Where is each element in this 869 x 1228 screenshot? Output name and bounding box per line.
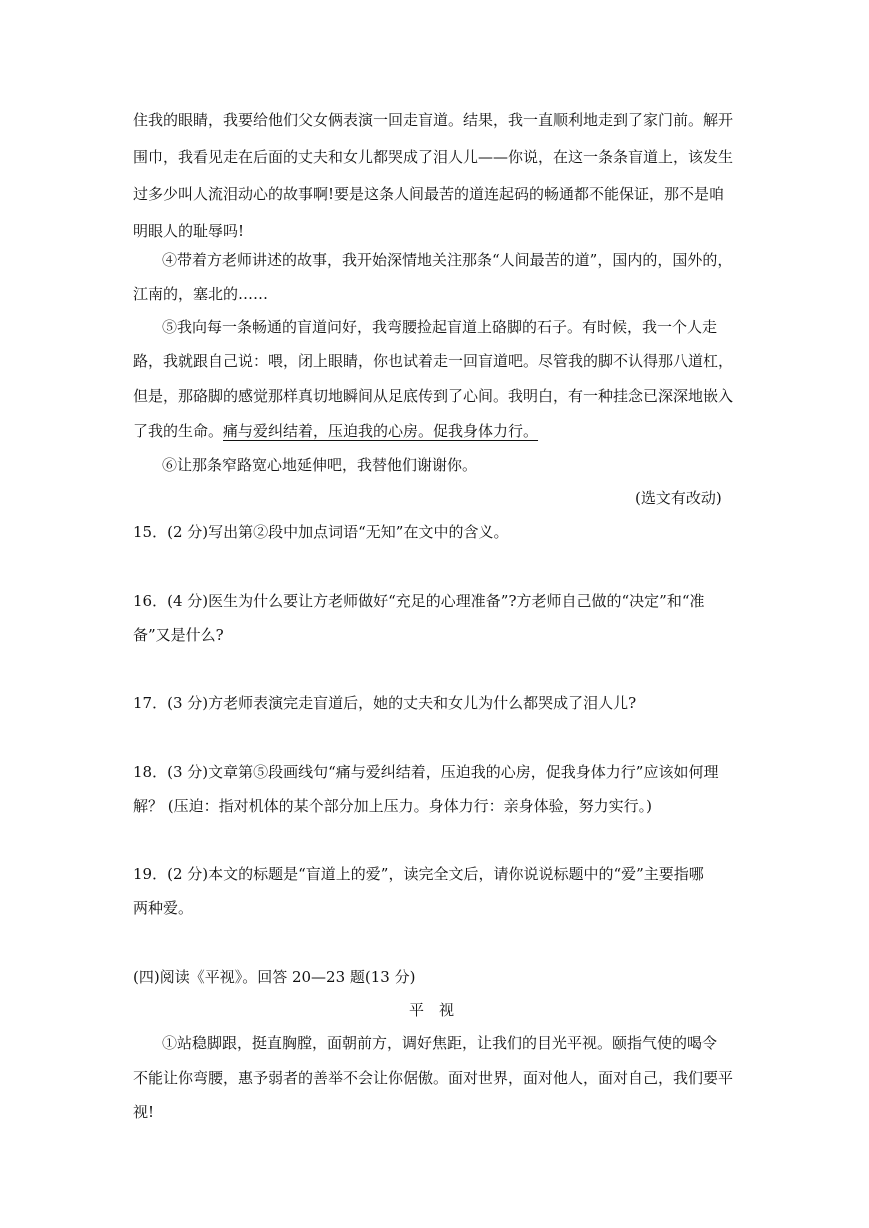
question-15: 15．(2 分)写出第②段中加点词语“无知”在文中的含义。 — [133, 523, 509, 541]
question-17: 17．(3 分)方老师表演完走盲道后，她的丈夫和女儿为什么都哭成了泪人儿? — [133, 694, 637, 712]
question-18-continued: 解？ (压迫：指对机体的某个部分加上压力。身体力行：亲身体验，努力实行。) — [133, 797, 652, 815]
section-heading: (四)阅读《平视》。回答 20—23 题(13 分) — [133, 968, 416, 986]
question-16: 16．(4 分)医生为什么要让方老师做好“充足的心理准备”?方老师自己做的“决定”和“准 — [133, 592, 705, 610]
passage-paragraph-4: ④带着方老师讲述的故事，我开始深情地关注那条“人间最苦的道”，国内的，国外的， — [162, 251, 733, 269]
passage-line: 路，我就跟自己说：喂，闭上眼睛，你也试着走一回盲道吧。尽管我的脚不认得那八道杠， — [133, 352, 734, 370]
article-title: 平 视 — [409, 1001, 455, 1019]
passage-line: 围巾，我看见走在后面的丈夫和女儿都哭成了泪人儿——你说，在这一条条盲道上，该发生 — [133, 148, 734, 166]
question-16-continued: 备”又是什么? — [133, 626, 224, 644]
article-line: 不能让你弯腰，惠予弱者的善举不会让你倨傲。面对世界，面对他人，面对自己，我们要平 — [133, 1069, 734, 1087]
passage-line-start: 了我的生命。 — [133, 422, 224, 440]
question-19-continued: 两种爱。 — [133, 899, 194, 917]
article-paragraph-1: ①站稳脚跟，挺直胸膛，面朝前方，调好焦距，让我们的目光平视。颐指气使的喝令 — [162, 1034, 718, 1052]
passage-line: 但是，那硌脚的感觉那样真切地瞬间从足底传到了心间。我明白，有一种挂念已深深地嵌入 — [133, 387, 734, 405]
underlined-sentence: 痛与爱纠结着，压迫我的心房。促我身体力行。 — [223, 422, 539, 440]
source-note: (选文有改动) — [635, 489, 722, 507]
passage-paragraph-5: ⑤我向每一条畅通的盲道问好，我弯腰捡起盲道上硌脚的石子。有时候，我一个人走 — [162, 318, 718, 336]
passage-line: 住我的眼睛，我要给他们父女俩表演一回走盲道。结果，我一直顺利地走到了家门前。解开 — [133, 111, 734, 129]
passage-paragraph-6: ⑥让那条窄路宽心地延伸吧，我替他们谢谢你。 — [162, 456, 478, 474]
question-19: 19．(2 分)本文的标题是“盲道上的爱”，读完全文后，请你说说标题中的“爱”主要指哪 — [133, 865, 704, 883]
passage-line: 江南的，塞北的…… — [133, 285, 269, 303]
passage-line: 明眼人的耻辱吗! — [133, 222, 245, 240]
article-line: 视! — [133, 1103, 155, 1121]
passage-line — [133, 421, 538, 441]
passage-line: 过多少叫人流泪动心的故事啊!要是这条人间最苦的道连起码的畅通都不能保证，那不是咱 — [133, 185, 725, 203]
question-18: 18．(3 分)文章第⑤段画线句“痛与爱纠结着，压迫我的心房，促我身体力行”应该如何理 — [133, 763, 719, 781]
